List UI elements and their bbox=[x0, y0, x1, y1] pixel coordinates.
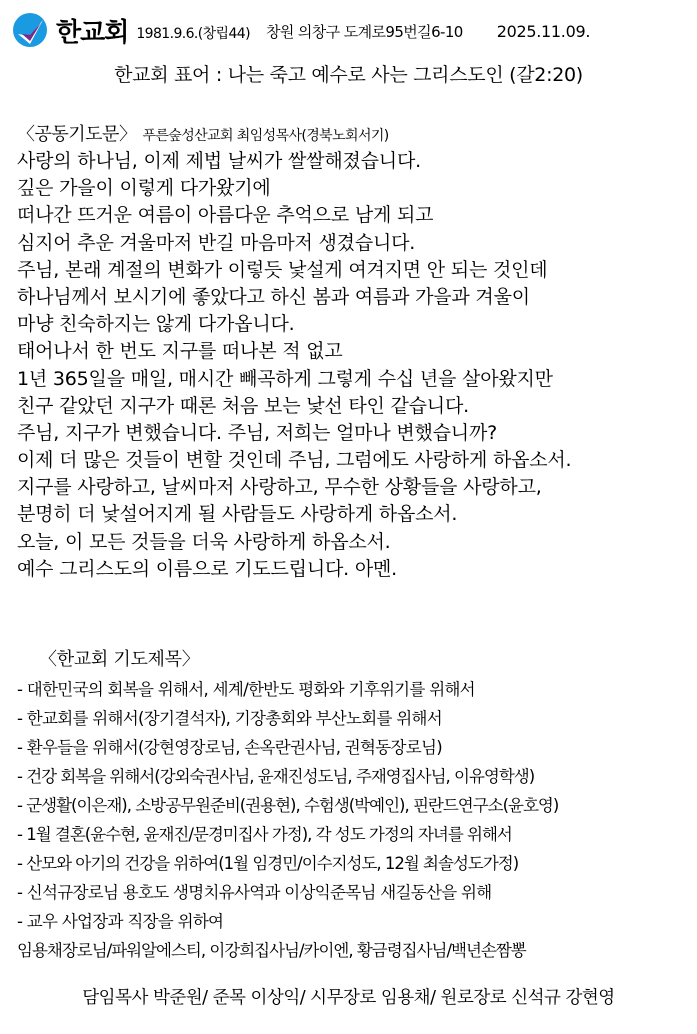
prayer-topic-item: - 한교회를 위해서(장기결석자), 기장총회와 부산노회를 위해서 bbox=[17, 709, 442, 728]
prayer-line: 예수 그리스도의 이름으로 기도드립니다. 아멘. bbox=[17, 557, 397, 580]
prayer-topic-item: - 군생활(이은재), 소방공무원준비(권용현), 수험생(박예인), 핀란드연구소(윤호영) bbox=[17, 796, 559, 815]
prayer-topic-item: - 교우 사업장과 직장을 위하여 bbox=[17, 912, 224, 931]
prayer-topic-item: - 환우들을 위해서(강현영장로님, 손옥란권사님, 권혁동장로님) bbox=[17, 738, 442, 757]
prayer-line: 지구를 사랑하고, 날씨마저 사랑하고, 무수한 상황들을 사랑하고, bbox=[17, 476, 542, 499]
prayer-line: 1년 365일을 매일, 매시간 빼곡하게 그렇게 수십 년을 살아왔지만 bbox=[17, 367, 553, 390]
church-logo-icon bbox=[12, 12, 48, 48]
prayer-topics bbox=[17, 645, 692, 965]
common-prayer bbox=[17, 122, 692, 583]
prayer-heading: 〈공동기도문〉 bbox=[17, 124, 137, 145]
founded-date: 1981.9.6.(창립44) bbox=[136, 26, 250, 42]
prayer-line: 분명히 더 낯설어지게 될 사람들도 사랑하게 하옵소서. bbox=[17, 503, 458, 526]
bulletin-date: 2025.11.09. bbox=[496, 21, 591, 41]
prayer-topics-heading: 〈한교회 기도제목〉 bbox=[39, 649, 200, 670]
prayer-topic-item: - 대한민국의 회복을 위해서, 세계/한반도 평화와 기후위기를 위해서 bbox=[17, 680, 475, 699]
prayer-line: 이제 더 많은 것들이 변할 것인데 주님, 그럼에도 사랑하게 하옵소서. bbox=[17, 449, 572, 472]
prayer-line: 오늘, 이 모든 것들을 더욱 사랑하게 하옵소서. bbox=[17, 530, 391, 553]
prayer-heading-row bbox=[17, 122, 692, 148]
prayer-line: 심지어 추운 겨울마저 반길 마음마저 생겼습니다. bbox=[17, 231, 416, 254]
prayer-line: 친구 같았던 지구가 때론 처음 보는 낯선 타인 같습니다. bbox=[17, 394, 469, 417]
church-motto: 한교회 표어 : 나는 죽고 예수로 사는 그리스도인 (갈2:20) bbox=[114, 64, 583, 86]
prayer-topic-item: - 건강 회복을 위해서(강외숙권사님, 윤재진성도님, 주재영집사님, 이유영학생) bbox=[17, 767, 535, 786]
prayer-line: 주님, 본래 계절의 변화가 이렇듯 낯설게 여겨지면 안 되는 것인데 bbox=[17, 258, 548, 281]
prayer-topic-item: - 신석규장로님 용호도 생명치유사역과 이상익준목님 새길동산을 위해 bbox=[17, 883, 492, 902]
church-address: 창원 의창구 도계로95번길6-10 bbox=[265, 22, 463, 41]
church-name: 한교회 bbox=[56, 17, 129, 48]
prayer-line: 마냥 친숙하지는 않게 다가옵니다. bbox=[17, 313, 295, 336]
prayer-line: 떠나간 뜨거운 여름이 아름다운 추억으로 남게 되고 bbox=[17, 204, 434, 227]
prayer-topic-item: 임용채장로님/파워알에스티, 이강희집사님/카이엔, 황금령집사님/백년손짬뽕 bbox=[17, 941, 526, 960]
prayer-author: 푸른숲성산교회 최임성목사(경북노회서기) bbox=[142, 128, 389, 144]
staff-list: 담임목사 박준원/ 준목 이상익/ 시무장로 임용채/ 원로장로 신석규 강현영 bbox=[82, 988, 615, 1008]
prayer-line: 사랑의 하나님, 이제 제법 날씨가 쌀쌀해졌습니다. bbox=[17, 150, 421, 172]
prayer-line: 깊은 가을이 이렇게 다가왔기에 bbox=[17, 177, 271, 200]
prayer-topic-item: - 산모와 아기의 건강을 위하여(1월 임경민/이수지성도, 12월 최솔성도가정) bbox=[17, 854, 519, 873]
prayer-line: 하나님께서 보시기에 좋았다고 하신 봄과 여름과 가을과 겨울이 bbox=[17, 285, 530, 308]
prayer-line: 주님, 지구가 변했습니다. 주님, 저희는 얼마나 변했습니까? bbox=[17, 421, 497, 444]
prayer-line: 태어나서 한 번도 지구를 떠나본 적 없고 bbox=[17, 340, 343, 363]
prayer-topic-item: - 1월 결혼(윤수현, 윤재진/문경미집사 가정), 각 성도 가정의 자녀를 위해서 bbox=[17, 825, 512, 844]
header bbox=[12, 10, 692, 50]
